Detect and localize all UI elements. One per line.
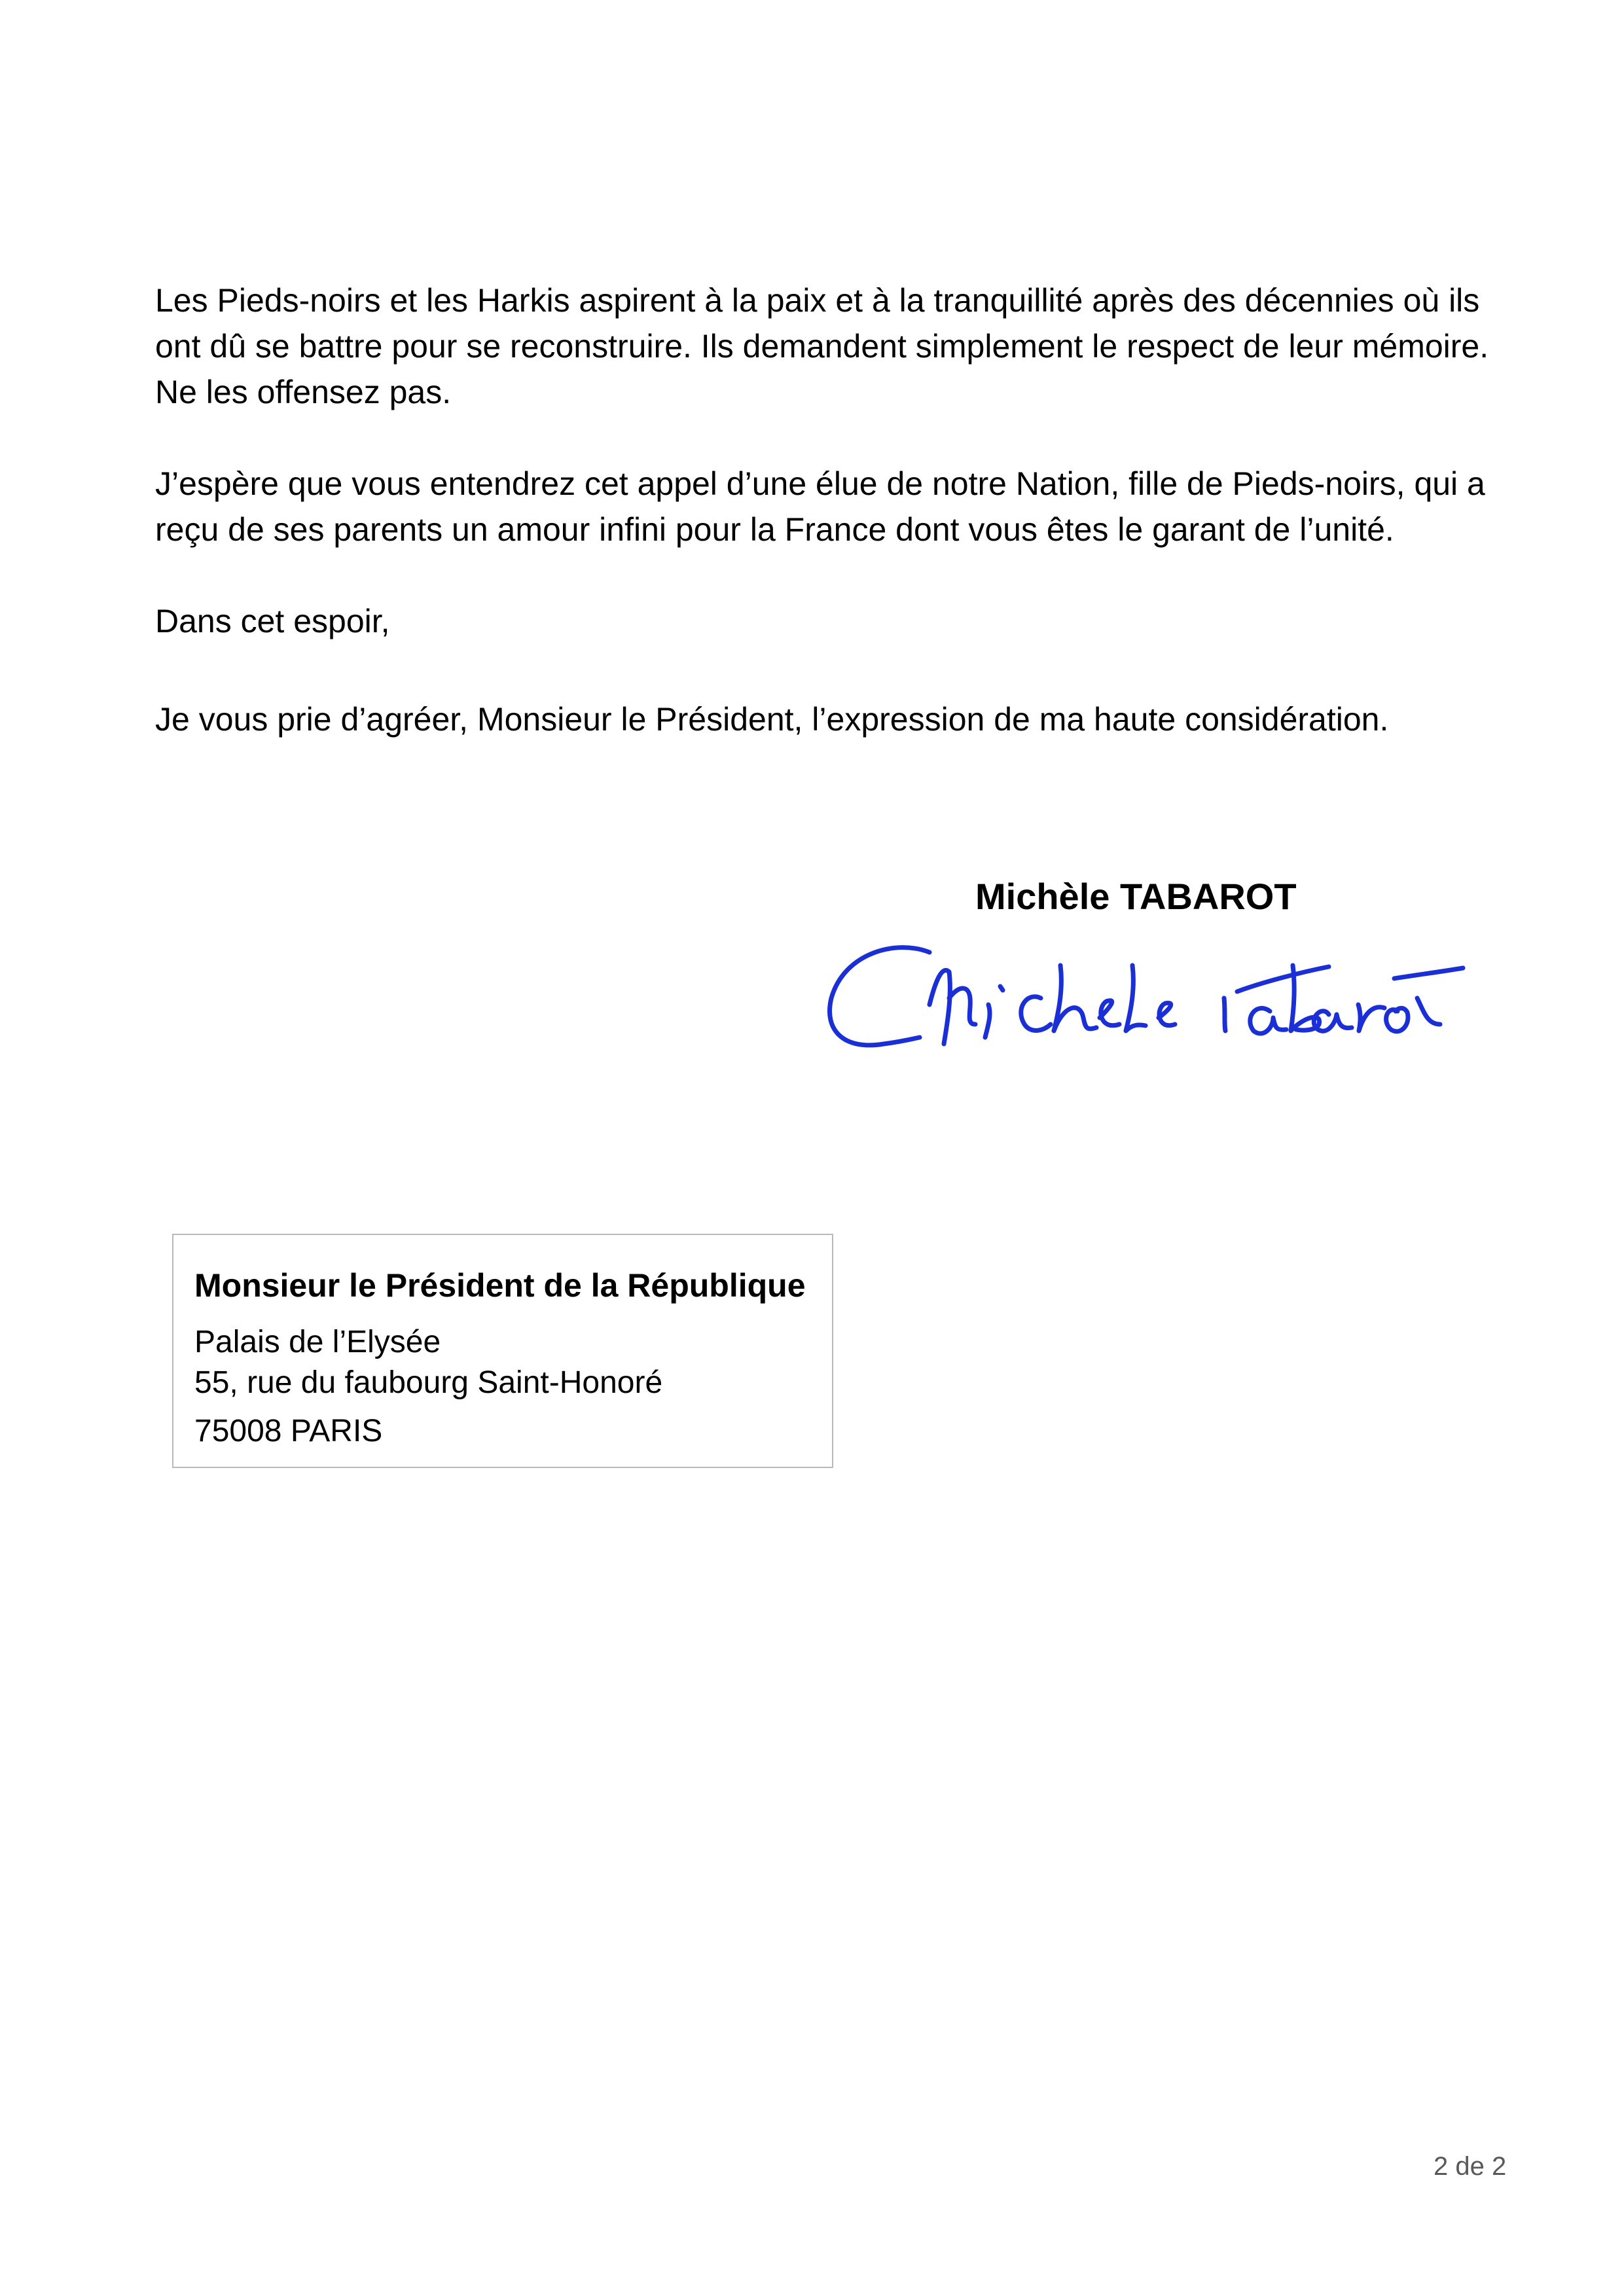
recipient-name: Monsieur le Président de la République (194, 1267, 806, 1304)
handwritten-signature (805, 926, 1473, 1070)
page-number: 2 de 2 (1434, 2152, 1507, 2181)
letter-paragraph: Les Pieds-noirs et les Harkis aspirent à la paix et à la tranquillité après des décennies où ils ont dû se battre pour se reconstruire. Ils demandent simplement le respect de leur mémoire. Ne les offensez pas. (155, 282, 1489, 410)
address-line: 75008 PARIS (194, 1414, 383, 1448)
letter-paragraph: J’espère que vous entendrez cet appel d’une élue de notre Nation, fille de Pieds-noirs, qui a reçu de ses parents un amour infini pour la France dont vous êtes le garant de l’unité. (155, 465, 1485, 548)
letter-salutation: Je vous prie d’agréer, Monsieur le Président, l’expression de ma haute considération. (155, 701, 1389, 738)
letter-closing-phrase: Dans cet espoir, (155, 603, 390, 639)
signer-name: Michèle TABAROT (975, 876, 1297, 917)
address-line: Palais de l’Elysée (194, 1325, 441, 1359)
address-block (172, 1234, 833, 1468)
address-line: 55, rue du faubourg Saint-Honoré (194, 1365, 663, 1400)
